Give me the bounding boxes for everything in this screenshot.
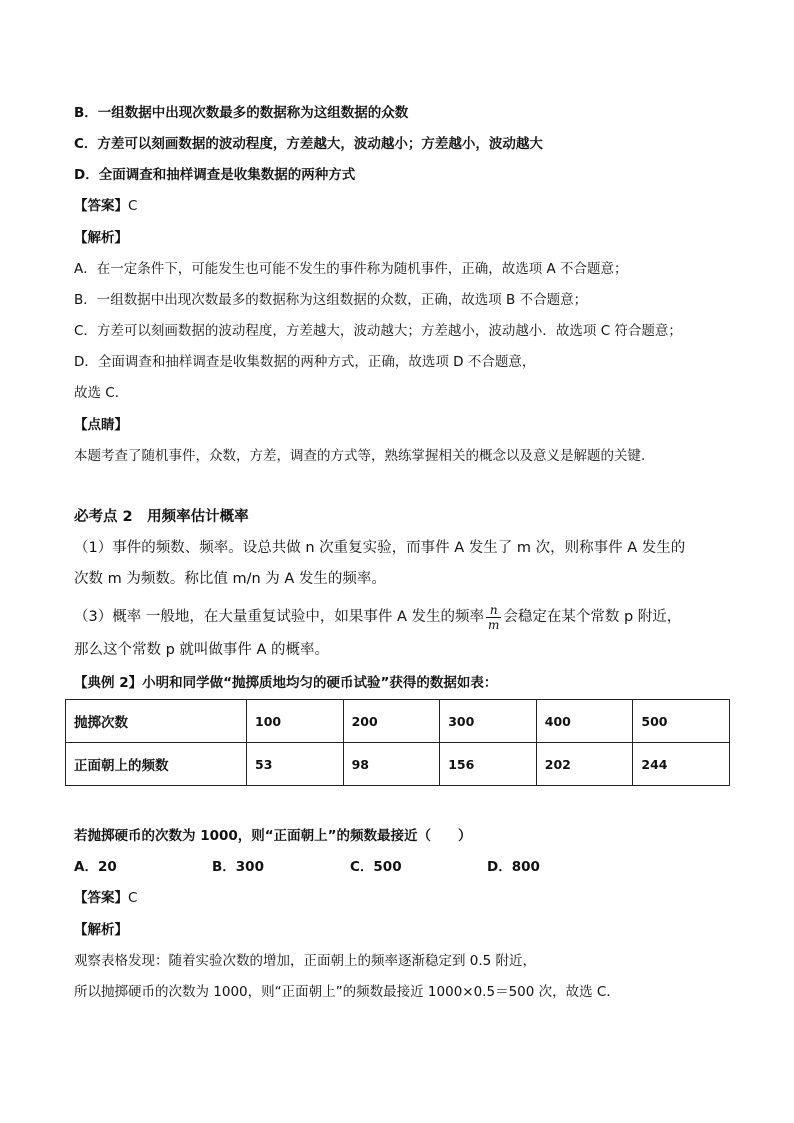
data-table	[65, 699, 730, 786]
table-cell: 244	[633, 743, 730, 786]
answer-value: C	[128, 198, 138, 214]
analysis-line: 故选 C．	[74, 385, 129, 401]
option-b-2: B．300	[212, 859, 264, 875]
paragraph-3-line-2: 那么这个常数 p 就叫做事件 A 的概率。	[74, 642, 330, 658]
option-a: A．20	[74, 859, 117, 875]
table-cell: 500	[633, 700, 730, 743]
table-row	[66, 700, 730, 743]
table-cell: 202	[536, 743, 633, 786]
example-heading	[74, 673, 497, 693]
table-cell: 100	[247, 700, 344, 743]
table-cell: 53	[247, 743, 344, 786]
paragraph-3-after: 会稳定在某个常数 p 附近，	[503, 609, 682, 625]
fraction-numerator: n	[486, 603, 501, 618]
answer-1	[74, 196, 137, 216]
analysis-2-line-1: 观察表格发现：随着实验次数的增加，正面朝上的频率逐渐稳定到 0.5 附近，	[74, 953, 537, 969]
analysis-2-line-2: 所以抛掷硬币的次数为 1000，则“正面朝上”的频数最接近 1000×0.5＝500 次，故选 C．	[74, 984, 620, 1000]
example-label: 【典例 2】	[74, 675, 143, 691]
analysis-label-1: 【解析】	[74, 230, 128, 246]
section-title: 必考点 2 用频率估计概率	[74, 509, 249, 525]
option-d: D．全面调查和抽样调查是收集数据的两种方式	[74, 167, 356, 183]
question-2: 若抛掷硬币的次数为 1000，则“正面朝上”的频数最接近（ ）	[74, 828, 472, 844]
table-cell: 98	[343, 743, 440, 786]
answer-label: 【答案】	[74, 890, 128, 906]
table-cell: 300	[440, 700, 537, 743]
answer-2	[74, 888, 137, 908]
option-c: C．方差可以刻画数据的波动程度，方差越大，波动越小；方差越小，波动越大	[74, 136, 543, 152]
option-c-2: C．500	[350, 859, 402, 875]
paragraph-1-line-1: （1）事件的频数、频率。设总共做 n 次重复实验，而事件 A 发生了 m 次，则称事件 A 发生的	[74, 540, 686, 556]
paragraph-1-line-2: 次数 m 为频数。称比值 m/n 为 A 发生的频率。	[74, 571, 386, 587]
paragraph-3-line-1	[74, 600, 681, 634]
analysis-line: D．全面调查和抽样调查是收集数据的两种方式，正确，故选项 D 不合题意，	[74, 354, 536, 370]
options-row	[74, 857, 540, 877]
fraction-denominator: m	[487, 617, 500, 632]
analysis-line: B．一组数据中出现次数最多的数据称为这组数据的众数，正确，故选项 B 不合题意；	[74, 292, 588, 308]
option-d-2: D．800	[487, 859, 540, 875]
table-cell: 400	[536, 700, 633, 743]
analysis-label-2: 【解析】	[74, 922, 128, 938]
answer-label: 【答案】	[74, 198, 128, 214]
comment-text: 本题考查了随机事件，众数，方差，调查的方式等，熟练掌握相关的概念以及意义是解题的关键.	[74, 448, 646, 464]
table-row-header: 正面朝上的频数	[66, 743, 247, 786]
table-row	[66, 743, 730, 786]
table-row-header: 抛掷次数	[66, 700, 247, 743]
analysis-line: C．方差可以刻画数据的波动程度，方差越大，波动越大；方差越小，波动越小．故选项 C 符合题意；	[74, 323, 682, 339]
table-cell: 200	[343, 700, 440, 743]
answer-value: C	[128, 890, 138, 906]
table-cell: 156	[440, 743, 537, 786]
example-text: 小明和同学做“抛掷质地均匀的硬币试验”获得的数据如表：	[142, 675, 498, 691]
fraction-n-over-m	[486, 603, 501, 632]
analysis-line: A．在一定条件下，可能发生也可能不发生的事件称为随机事件，正确，故选项 A 不合题意；	[74, 261, 628, 277]
option-b: B．一组数据中出现次数最多的数据称为这组数据的众数	[74, 105, 409, 121]
comment-label: 【点睛】	[74, 417, 128, 433]
paragraph-3-before: （3）概率 一般地，在大量重复试验中，如果事件 A 发生的频率	[74, 609, 484, 625]
